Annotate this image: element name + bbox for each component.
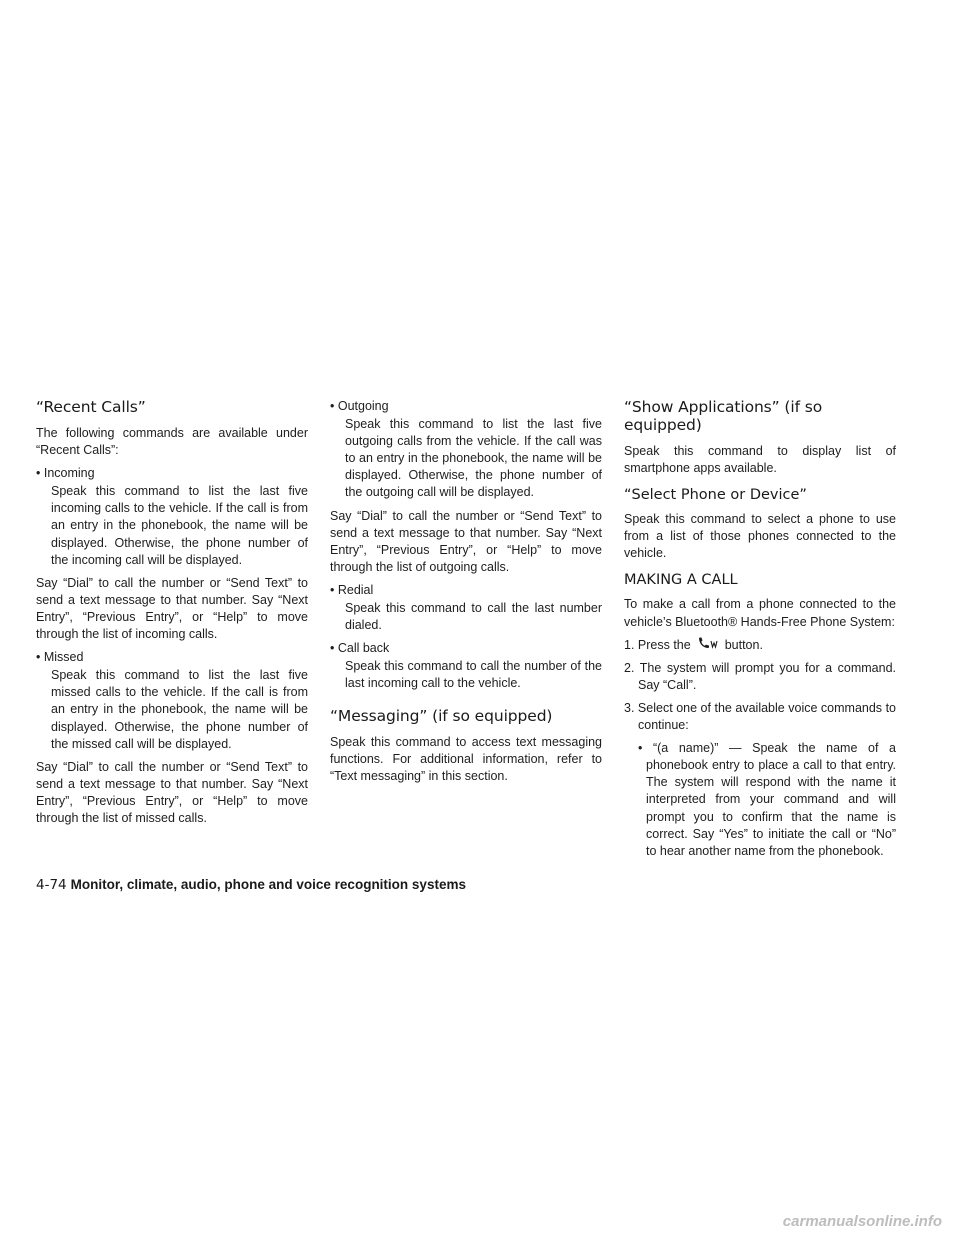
redial-text: Speak this command to call the last number dialed.: [345, 601, 602, 633]
show-applications-heading: “Show Applications” (if so equipped): [624, 398, 823, 434]
outgoing-label: • Outgoing: [330, 399, 389, 413]
redial-label: • Redial: [330, 582, 374, 597]
messaging-text: Speak this command to access text messaging functions. For additional information, refer to “Text messaging” in this section.: [330, 734, 602, 783]
recent-calls-intro: The following commands are available under “Recent Calls”:: [36, 426, 308, 458]
step-3-name-command: • “(a name)” — Speak the name of a phonebook entry to place a call to that entry. The system will respond with the name it interpreted from your command and will prompt you to confirm that the name is correct. Say “Yes” to initiate the call or “No” to hear another name from the phonebook.: [638, 741, 896, 858]
step-1: [624, 637, 896, 654]
missed-text: Speak this command to list the last five missed calls to the vehicle. If the call is from an entry in the phonebook, the name will be displayed. Otherwise, the phone number of the missed call will be displayed.: [51, 668, 308, 751]
making-a-call-text: To make a call from a phone connected to the vehicle’s Bluetooth® Hands-Free Phone System:: [624, 597, 896, 629]
select-phone-text: Speak this command to select a phone to use from a list of those phones connected to the vehicle.: [624, 512, 896, 561]
step-1-prefix: 1. Press the: [624, 637, 691, 652]
outgoing-say-text: Say “Dial” to call the number or “Send Text” to send a text message to that number. Say “Next Entry”, “Previous Entry”, or “Help” to move through the list of outgoing calls.: [330, 508, 602, 574]
callback-label: • Call back: [330, 641, 390, 656]
incoming-text: Speak this command to list the last five incoming calls to the vehicle. If the call is from an entry in the phonebook, the name will be displayed. Otherwise, the phone number of the incoming call will be displayed.: [51, 484, 308, 567]
callback-text: Speak this command to call the number of the last incoming call to the vehicle.: [345, 659, 602, 691]
column-1: [36, 398, 308, 833]
incoming-label: • Incoming: [36, 466, 95, 481]
watermark: carmanualsonline.info: [782, 1213, 942, 1230]
missed-label: • Missed: [36, 650, 84, 665]
recent-calls-heading: “Recent Calls”: [36, 398, 146, 416]
making-a-call-heading: MAKING A CALL: [624, 572, 738, 589]
step-1-suffix: button.: [724, 637, 763, 652]
outgoing-text: Speak this command to list the last five outgoing calls from the vehicle. If the call was to an entry in the phonebook, the name will be displayed. Otherwise, the phone number of the outgoing call will be displayed.: [345, 417, 602, 500]
page-footer: [36, 877, 466, 893]
show-applications-text: Speak this command to display list of smartphone apps available.: [624, 444, 896, 476]
select-phone-heading: “Select Phone or Device”: [624, 487, 807, 504]
page-number: 4-74: [36, 877, 67, 893]
column-2: [330, 398, 602, 791]
phone-voice-icon: [697, 637, 719, 651]
missed-say-text: Say “Dial” to call the number or “Send Text” to send a text message to that number. Say “Next Entry”, “Previous Entry”, or “Help” to move through the list of missed calls.: [36, 759, 308, 825]
column-3: [624, 398, 896, 866]
step-2: 2. The system will prompt you for a command. Say “Call”.: [624, 660, 896, 692]
messaging-heading: “Messaging” (if so equipped): [330, 706, 553, 725]
incoming-say-text: Say “Dial” to call the number or “Send Text” to send a text message to that number. Say “Next Entry”, “Previous Entry”, or “Help” to move through the list of incoming calls.: [36, 575, 308, 642]
section-title: Monitor, climate, audio, phone and voice recognition systems: [70, 877, 466, 892]
step-3: 3. Select one of the available voice commands to continue:: [624, 700, 896, 733]
